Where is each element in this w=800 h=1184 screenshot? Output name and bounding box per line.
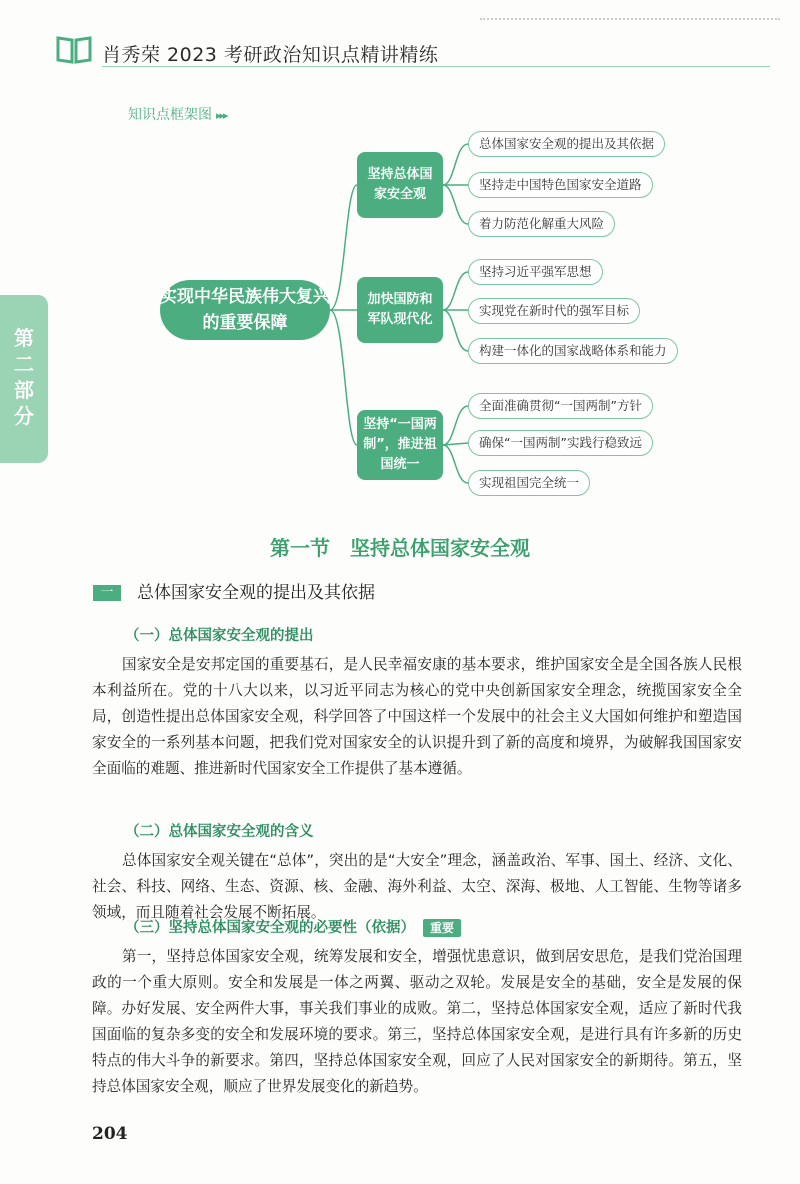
arrows-icon: ▸▸▸ xyxy=(216,109,227,122)
mindmap-leaf: 实现祖国完全统一 xyxy=(468,470,590,496)
paragraph-3: 第一，坚持总体国家安全观，统筹发展和安全，增强忧患意识，做到居安思危，是我们党治国理政的一个重大原则。安全和发展是一体之两翼、驱动之双轮。发展是安全的基础，安全是发展的保障。办好发展、安全两件大事，事关我们事业的成败。第二，坚持总体国家安全观，适应了新时代我国面临的复杂多变的安全和发展环境的要求。第三，坚持总体国家安全观，是进行具有许多新的历史特点的伟大斗争的新要求。第四，坚持总体国家安全观，回应了人民对国家安全的新期待。第五，坚持总体国家安全观，顺应了世界发展变化的新趋势。 xyxy=(92,948,742,1095)
mindmap-leaf: 坚持走中国特色国家安全道路 xyxy=(468,172,653,198)
section-title xyxy=(0,532,800,561)
subheading-3 xyxy=(125,916,461,937)
mindmap-leaf: 构建一体化的国家战略体系和能力 xyxy=(468,338,678,364)
section-number: 第一节 xyxy=(270,536,330,560)
paragraph-1: 国家安全是安邦定国的重要基石，是人民幸福安康的基本要求，维护国家安全是全国各族人民根本利益所在。党的十八大以来，以习近平同志为核心的党中央创新国家安全理念，统揽国家安全全局，创造性提出总体国家安全观，科学回答了中国这样一个发展中的社会主义大国如何维护和塑造国家安全的一系列基本问题，把我们党对国家安全的认识提升到了新的高度和境界，为破解我国国家安全面临的难题、推进新时代国家安全工作提供了基本遵循。 xyxy=(92,656,742,777)
heading-1-text: 总体国家安全观的提出及其依据 xyxy=(137,583,375,603)
subheading-2: （二）总体国家安全观的含义 xyxy=(125,824,314,840)
heading-badge: 一 xyxy=(93,585,121,601)
framework-label-text: 知识点框架图 xyxy=(128,107,212,123)
mindmap-leaf: 实现党在新时代的强军目标 xyxy=(468,298,640,324)
paragraph-2: 总体国家安全观关键在“总体”，突出的是“大安全”理念，涵盖政治、军事、国土、经济、文化、社会、科技、网络、生态、资源、核、金融、海外利益、太空、深海、极地、人工智能、生物等诸多领域，而且随着社会发展不断拓展。 xyxy=(92,852,742,921)
section-name: 坚持总体国家安全观 xyxy=(350,536,530,560)
mindmap-branch-2: 加快国防和军队现代化 xyxy=(357,277,443,343)
subheading-3-text: （三）坚持总体国家安全观的必要性（依据） xyxy=(125,920,415,936)
page-number: 204 xyxy=(92,1124,128,1144)
mindmap-leaf: 确保“一国两制”实践行稳致远 xyxy=(468,430,653,456)
heading-1 xyxy=(93,578,375,603)
mindmap-leaf: 坚持习近平强军思想 xyxy=(468,259,603,285)
mindmap-branch-1: 坚持总体国家安全观 xyxy=(357,152,443,218)
important-tag: 重要 xyxy=(423,919,461,937)
mindmap-leaf: 全面准确贯彻“一国两制”方针 xyxy=(468,393,653,419)
mindmap-branch-3: 坚持“一国两制”，推进祖国统一 xyxy=(357,410,443,480)
mindmap-leaf: 总体国家安全观的提出及其依据 xyxy=(468,131,665,157)
mindmap-root: 实现中华民族伟大复兴的重要保障 xyxy=(160,280,330,340)
subheading-1: （一）总体国家安全观的提出 xyxy=(125,628,314,644)
part-label: 第二部分 xyxy=(14,326,34,428)
mindmap-leaf: 着力防范化解重大风险 xyxy=(468,211,615,237)
book-title: 肖秀荣 2023 考研政治知识点精讲精练 xyxy=(102,44,439,66)
